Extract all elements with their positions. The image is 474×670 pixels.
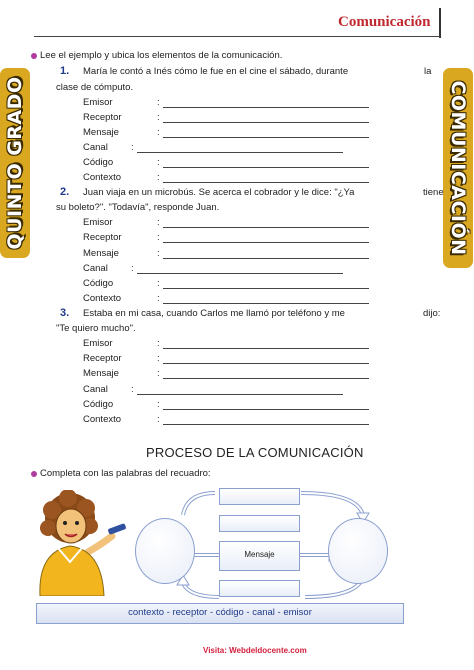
ex2-emisor-blank[interactable]: [163, 227, 369, 228]
ex1-mensaje-colon: :: [157, 127, 160, 138]
exercise-3-text-cont: "Te quiero mucho".: [56, 323, 136, 334]
exercise-3-text-end: dijo:: [423, 308, 441, 319]
ex3-canal-blank[interactable]: [137, 394, 343, 395]
ex3-codigo-blank[interactable]: [163, 409, 369, 410]
ex3-mensaje-blank[interactable]: [163, 378, 369, 379]
exercise-1-text-end: la: [424, 66, 432, 77]
ex2-mensaje-blank[interactable]: [163, 258, 369, 259]
ex3-contexto-colon: :: [157, 414, 160, 425]
ex2-codigo-colon: :: [157, 278, 160, 289]
ex3-mensaje-colon: :: [157, 368, 160, 379]
header-rule: [34, 36, 440, 37]
exercise-2-text-end: tiene: [423, 187, 444, 198]
ex2-codigo-blank[interactable]: [163, 288, 369, 289]
ex2-emisor-colon: :: [157, 217, 160, 228]
ex3-receptor-blank[interactable]: [163, 363, 369, 364]
answer-box-top[interactable]: [219, 488, 300, 505]
exercise-1-text: María le contó a Inés cómo le fue en el cine el sábado, durante: [83, 66, 349, 77]
ex2-receptor-label: Receptor: [83, 232, 122, 243]
exercise-1-number: 1.: [60, 65, 70, 77]
ex1-receptor-blank[interactable]: [163, 122, 369, 123]
ex2-codigo-label: Código: [83, 278, 114, 289]
ex1-receptor-label: Receptor: [83, 112, 122, 123]
ex2-canal-blank[interactable]: [137, 273, 343, 274]
header-title: Comunicación: [338, 14, 431, 30]
ex3-emisor-label: Emisor: [83, 338, 113, 349]
side-tab-right: [443, 68, 473, 268]
ex2-contexto-label: Contexto: [83, 293, 122, 304]
ex1-canal-colon: :: [131, 142, 134, 153]
subject-label: COMUNICACIÓN: [447, 80, 469, 256]
ex3-mensaje-label: Mensaje: [83, 368, 119, 379]
ex1-mensaje-label: Mensaje: [83, 127, 119, 138]
instruction-1: Lee el ejemplo y ubica los elementos de la comunicación.: [40, 50, 283, 61]
ex2-receptor-colon: :: [157, 232, 160, 243]
ex1-receptor-colon: :: [157, 112, 160, 123]
ex3-canal-colon: :: [131, 384, 134, 395]
ex1-codigo-label: Código: [83, 157, 114, 168]
exercise-3-number: 3.: [60, 307, 70, 319]
ex2-mensaje-colon: :: [157, 248, 160, 259]
ex2-contexto-blank[interactable]: [163, 303, 369, 304]
ex3-contexto-blank[interactable]: [163, 424, 369, 425]
ex3-codigo-label: Código: [83, 399, 114, 410]
ex1-codigo-blank[interactable]: [163, 167, 369, 168]
message-label: Mensaje: [244, 550, 275, 559]
exercise-1-text-cont: clase de cómputo.: [56, 82, 134, 93]
word-bank-text: contexto - receptor - código - canal - emisor: [128, 607, 312, 618]
exercise-2-number: 2.: [60, 186, 70, 198]
ex1-canal-blank[interactable]: [137, 152, 343, 153]
ex1-contexto-label: Contexto: [83, 172, 122, 183]
ex1-emisor-colon: :: [157, 97, 160, 108]
ex1-emisor-blank[interactable]: [163, 107, 369, 108]
child-illustration: [30, 490, 134, 596]
section-title: PROCESO DE LA COMUNICACIÓN: [146, 445, 364, 460]
ex3-contexto-label: Contexto: [83, 414, 122, 425]
ex2-contexto-colon: :: [157, 293, 160, 304]
exercise-3-text: Estaba en mi casa, cuando Carlos me llamó por teléfono y me: [83, 308, 345, 319]
ex3-codigo-colon: :: [157, 399, 160, 410]
emisor-circle[interactable]: [135, 518, 195, 584]
ex1-contexto-blank[interactable]: [163, 182, 369, 183]
footer-link[interactable]: Visita: Webdeldocente.com: [203, 646, 307, 655]
header-divider-vertical: [439, 8, 441, 38]
answer-box-bottom[interactable]: [219, 580, 300, 597]
ex1-mensaje-blank[interactable]: [163, 137, 369, 138]
message-box: [219, 541, 300, 571]
ex2-receptor-blank[interactable]: [163, 242, 369, 243]
ex3-receptor-colon: :: [157, 353, 160, 364]
ex2-canal-colon: :: [131, 263, 134, 274]
receptor-circle[interactable]: [328, 518, 388, 584]
side-tab-left: [0, 68, 30, 258]
ex2-emisor-label: Emisor: [83, 217, 113, 228]
ex1-canal-label: Canal: [83, 142, 108, 153]
exercise-2-text-cont: su boleto?". "Todavía", responde Juan.: [56, 202, 220, 213]
ex2-mensaje-label: Mensaje: [83, 248, 119, 259]
word-bank: [36, 603, 404, 624]
ex1-contexto-colon: :: [157, 172, 160, 183]
instruction-2: Completa con las palabras del recuadro:: [40, 468, 211, 479]
answer-box-2[interactable]: [219, 515, 300, 532]
ex2-canal-label: Canal: [83, 263, 108, 274]
ex3-canal-label: Canal: [83, 384, 108, 395]
bullet-icon-2: [31, 471, 37, 477]
exercise-2-text: Juan viaja en un microbús. Se acerca el cobrador y le dice: "¿Ya: [83, 187, 355, 198]
ex3-emisor-colon: :: [157, 338, 160, 349]
ex1-codigo-colon: :: [157, 157, 160, 168]
bullet-icon: [31, 53, 37, 59]
ex3-emisor-blank[interactable]: [163, 348, 369, 349]
ex3-receptor-label: Receptor: [83, 353, 122, 364]
ex1-emisor-label: Emisor: [83, 97, 113, 108]
grade-label: QUINTO GRADO: [4, 76, 26, 250]
